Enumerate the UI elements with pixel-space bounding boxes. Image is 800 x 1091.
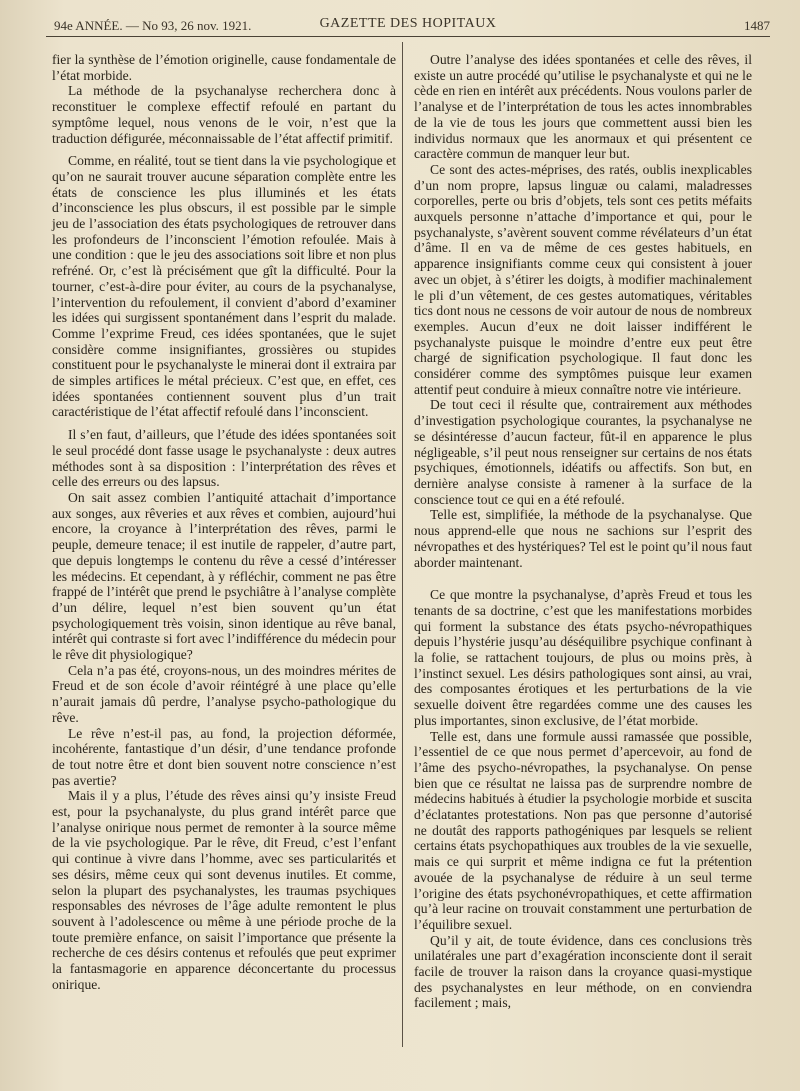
header-rule — [46, 36, 770, 37]
paragraph: Outre l’analyse des idées spontanées et celle des rêves, il existe un autre procédé qu’utilise le psychanalyste et qui ne le cède en rien en intérêt aux précédents. Nous voulons parler de l’analyse et de l’interprétation de tous les actes innombrables de la vie de tous les jours que commettent aussi bien les individus normaux que les anormaux et qui présentent ce caractère commun de manquer leur but. — [414, 52, 752, 162]
paragraph: Telle est, dans une formule aussi ramassée que possible, l’essentiel de ce que nous permet d’apercevoir, au fond de l’âme des psycho-névropathes, la psychanalyse. On pense bien que ce résultat ne laissa pas de surprendre nombre de médecins habitués à étudier la psychologie morbide et suscita d’éclatantes protestations. Non pas que personne d’autorisé ne doutât des rapports pathogéniques par lesquels se relient certains états psychopathiques aux troubles de la vie sexuelle, mais ce qui surprit et même indigna ce fut la prétention avouée de la psychanalyse de réduire à un seul terme l’origine des états psychonévropathiques, et cette affirmation qu’à leur racine on trouvait constamment une perturbation de l’équilibre sexuel. — [414, 728, 752, 932]
paragraph: Cela n’a pas été, croyons-nous, un des moindres mérites de Freud et de son école d’avoir réintégré à une place qu’elle n’aurait jamais dû perdre, l’analyse psycho-pathologique du rêve. — [52, 662, 396, 725]
right-column — [414, 52, 752, 1011]
paragraph: De tout ceci il résulte que, contrairement aux méthodes d’investigation psychologique courantes, la psychanalyse ne se désintéresse d’aucun facteur, fût-il en apparence le plus négligeable, s’il peut nous renseigner sur certains de nos états psychiques, émotionnels, idéatifs ou affectifs. Son but, en dernière analyse consiste à ramener à la surface de la conscience tout ce qui en a été refoulé. — [414, 397, 752, 507]
left-column — [52, 52, 396, 992]
page-number: 1487 — [744, 18, 770, 33]
paragraph: La méthode de la psychanalyse recherchera donc à reconstituer le complexe effectif refoulé en partant du symptôme lequel, nous venons de le voir, n’est que la traduction défigurée, méconnaissable de l’état affectif primitif. — [52, 83, 396, 146]
paragraph: Mais il y a plus, l’étude des rêves ainsi qu’y insiste Freud est, pour la psychanalyste, du plus grand intérêt parce que l’analyse onirique nous permet de remonter à la source même de la vie psychologique. Par le rêve, dit Freud, c’est l’enfant qui continue à vivre dans l’homme, avec ses particularités et ses désirs, même ceux qui sont devenus inutiles. Et comme, selon la plupart des psychanalystes, les traumas psychiques responsables des névroses de l’âge adulte remontent le plus souvent à l’adolescence ou même à une période proche de la toute première enfance, on saisit l’importance que présente la recherche de ces désirs contenus et refoulés que peut exprimer la fantasmagorie en apparence déconcertante du processus onirique. — [52, 788, 396, 992]
issue-info: 94e ANNÉE. — No 93, 26 nov. 1921. — [54, 18, 252, 33]
paragraph: Ce que montre la psychanalyse, d’après Freud et tous les tenants de sa doctrine, c’est que les manifestations morbides qui forment la substance des états psycho-névropathiques depuis l’hystérie jusqu’au déséquilibre psychique confinant à la folie, se rattachent toujours, de plus ou moins près, à l’instinct sexuel. Les désirs pathologiques sont ainsi, au vrai, des composantes érotiques et les perturbations de la vie sexuelle doivent être regardées comme une des causes les plus importantes, sinon exclusive, de l’état morbide. — [414, 587, 752, 728]
column-divider — [402, 42, 403, 1047]
paragraph: fier la synthèse de l’émotion originelle, cause fondamentale de l’état morbide. — [52, 52, 396, 83]
paragraph: Telle est, simplifiée, la méthode de la psychanalyse. Que nous apprend-elle que nous ne sachions sur l’esprit des névropathes et des hystériques? Tel est le point qu’il nous faut aborder maintenant. — [414, 507, 752, 570]
paragraph: Le rêve n’est-il pas, au fond, la projection déformée, incohérente, fantastique d’un désir, d’une tendance profonde de tout notre être et dont bien souvent notre conscience n’est pas avertie? — [52, 725, 396, 788]
paragraph: On sait assez combien l’antiquité attachait d’importance aux songes, aux rêveries et aux rêves et combien, aujourd’hui encore, la croyance à l’interprétation des rêves, parmi le peuple, demeure tenace; il est inutile de rappeler, d’autre part, que depuis longtemps le contenu du rêve a cessé d’intéresser les médecins. Et cependant, à y réfléchir, comment ne pas être frappé de l’intérêt que prend le psychiâtre à l’analyse complète d’un délire, lequel n’est bien souvent qu’un état psychologiquement très voisin, sinon identique au rêve banal, intérêt qui contraste si fort avec l’indifférence du médecin pour le rêve dit physiologique? — [52, 489, 396, 663]
publication-title: GAZETTE DES HOPITAUX — [319, 16, 497, 31]
paragraph: Ce sont des actes-méprises, des ratés, oublis inexplicables d’un nom propre, lapsus linguæ ou calami, maladresses corporelles, perte ou bris d’objets, tels sont ces petits méfaits auxquels personne n’attache d’importance et qui, pour le psychanalyste, s’avèrent souvent comme révélateurs d’un état d’âme. Il en va de même de ces gestes habituels, en apparence insignifiants comme ceux qui consistent à jouer avec un objet, à s’étirer les doigts, à modifier machinalement le pli d’un vêtement, de ces gestes automatiques, véritables tics dont nous ne cessons de voir autour de nous de nombreux exemples. Aucun d’eux ne doit laisser indifférent le psychanalyste puisque le moindre d’entre eux peut être chargé de signification psychologique. Il faut donc les considérer comme des symptômes puisque leur examen attentif peut conduire à mieux connaître notre vie intérieure. — [414, 161, 752, 397]
page-header — [46, 12, 770, 34]
paragraph: Qu’il y ait, de toute évidence, dans ces conclusions très unilatérales une part d’exagération inconsciente dont il serait facile de trouver la raison dans la croyance quasi-mystique des psychanalystes en leur méthode, on en conviendra facilement ; mais, — [414, 932, 752, 1011]
paragraph: Il s’en faut, d’ailleurs, que l’étude des idées spontanées soit le seul procédé dont fasse usage le psychanalyste : deux autres méthodes sont à sa disposition : l’interprétation des rêves et celle des erreurs ou des lapsus. — [52, 427, 396, 490]
paragraph: Comme, en réalité, tout se tient dans la vie psychologique et qu’on ne saurait trouver aucune séparation complète entre les états de conscience les plus illuminés et les états d’inconscience les plus obscurs, il est possible par le simple jeu de l’association des états psychologiques de retrouver dans les profondeurs de l’inconscient l’émotion refoulée. Mais à une condition : que le jeu des associations soit libre et non plus refréné. Or, c’est là précisément que gît la difficulté. Pour la tourner, c’est-à-dire pour éviter, au cours de la psychanalyse, l’intervention du refoulement, il convient d’abord d’examiner les idées qui surgissent spontanément dans l’esprit du malade. Comme l’exprime Freud, ces idées spontanées, que le sujet considère comme insignifiantes, grossières ou stupides constituent pour le psychanalyste le minerai dont il extraira par de simples artifices le métal précieux. C’est que, en effet, ces idées spontanées contiennent souvent plus d’un trait caractéristique de l’état affectif refoulé dans l’inconscient. — [52, 153, 396, 420]
